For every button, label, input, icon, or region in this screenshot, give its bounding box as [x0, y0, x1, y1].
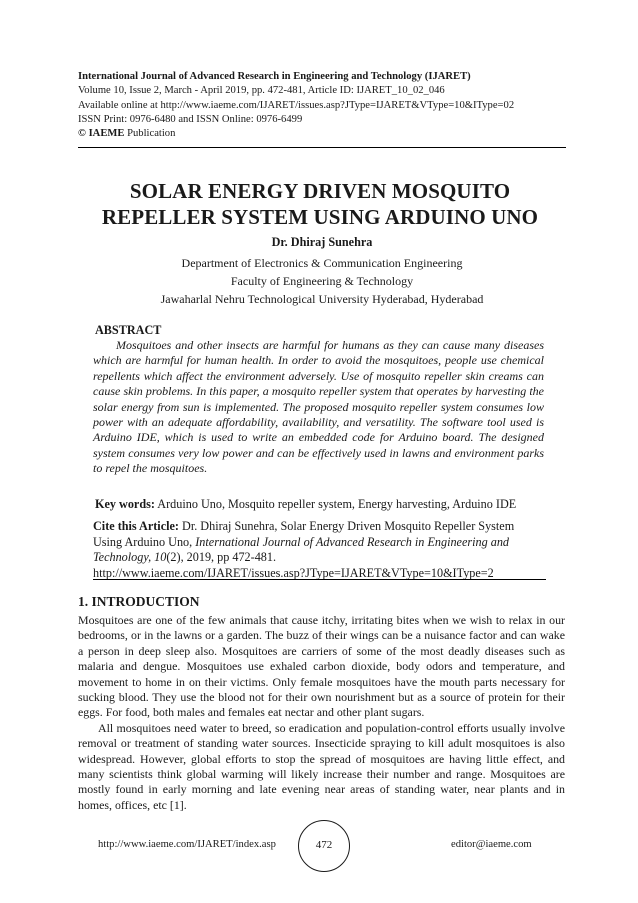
keywords-text: Arduino Uno, Mosquito repeller system, Energy harvesting, Arduino IDE — [154, 497, 517, 511]
citation-text: Dr. Dhiraj Sunehra, Solar Energy Driven Mosquito Repeller System Using Arduino Uno, — [93, 519, 515, 549]
introduction-body — [78, 613, 565, 813]
title-line-1: SOLAR ENERGY DRIVEN MOSQUITO — [129, 179, 511, 203]
available-online-line: Available online at http://www.iaeme.com/IJARET/issues.asp?JType=IJARET&VType=10&IType=02 — [78, 99, 515, 111]
affiliation-university: Jawaharlal Nehru Technological University Hyderabad, Hyderabad — [160, 292, 484, 306]
affiliation-department: Department of Electronics & Communication Engineering — [181, 256, 463, 270]
citation-divider — [93, 579, 546, 580]
title-line-2: REPELLER SYSTEM USING ARDUINO UNO — [101, 205, 539, 229]
introduction-paragraph-2: All mosquitoes need water to breed, so eradication and population-control efforts usually involve removal or treatment of standing water sources. Insecticide spraying to kill adult mosquitoes is also widespread. However, global efforts to stop the spread of mosquitoes are having little effect, and many scientists think global warming will likely increase their number and range. Mosquitoes are mostly found in early morning and late evening near areas of standing water, near plants and in homes, offices, etc [1]. — [78, 720, 565, 812]
publisher-line — [78, 127, 566, 141]
page-number-circle — [298, 820, 350, 872]
citation-journal: International Journal of Advanced Research in Engineering and Technology, 10 — [93, 534, 510, 564]
author-name: Dr. Dhiraj Sunehra — [271, 235, 373, 249]
keywords-label: Key words: — [95, 497, 155, 511]
journal-title: International Journal of Advanced Research in Engineering and Technology (IJARET) — [78, 71, 471, 82]
journal-header — [78, 70, 566, 141]
citation-url[interactable]: http://www.iaeme.com/IJARET/issues.asp?JType=IJARET&VType=10&IType=2 — [93, 565, 494, 580]
citation-block — [93, 519, 544, 581]
citation-label: Cite this Article: — [93, 519, 179, 533]
keywords-line — [95, 497, 555, 512]
issn-line: ISSN Print: 0976-6480 and ISSN Online: 0976-6499 — [78, 113, 303, 125]
introduction-heading: 1. INTRODUCTION — [78, 594, 200, 609]
paper-title — [60, 178, 580, 230]
citation-issue-pages: (2), 2019, pp 472-481. — [166, 550, 277, 564]
volume-line: Volume 10, Issue 2, March - April 2019, pp. 472-481, Article ID: IJARET_10_02_046 — [78, 85, 445, 97]
footer-email[interactable]: editor@iaeme.com — [451, 839, 532, 850]
footer-url[interactable]: http://www.iaeme.com/IJARET/index.asp — [98, 839, 276, 850]
introduction-paragraph-1: Mosquitoes are one of the few animals that cause itchy, irritating bites when we wish to relax in our bedrooms, or in the lawns or a garden. The buzz of their wings can be a nuisance factor and can wake a person in deep sleep also. Mosquitoes are carriers of some of the most deadly diseases such as malaria and dengue. Mosquitoes use exhaled carbon dioxide, body odors and temperature, and movement to home in on their victims. Only female mosquitoes have the mouth parts necessary for sucking blood. They use the blood not for their own nourishment but as a source of protein for their eggs. For food, both males and females eat nectar and other plant sugars. — [78, 613, 565, 720]
publisher-name: © IAEME — [78, 128, 125, 140]
abstract-text: Mosquitoes and other insects are harmful for humans as they can cause many diseases which are harmful for human health. In order to avoid the mosquitoes, people use chemical repellents which affect the environment adversely. Use of mosquito repeller skin creams can cause skin problems. In this paper, a mosquito repeller system that operates by harvesting the solar energy from sun is implemented. The proposed mosquito repeller system consumes low power with an adequate affordability, availability, and versatility. The software tool used is Arduino IDE, which is used to write an embedded code for Arduino board. The designed system consumes very low power and can be effectively used in lawns and environment parks to repel the mosquitoes. — [93, 338, 544, 476]
publisher-suffix: Publication — [124, 128, 176, 140]
abstract-heading: ABSTRACT — [95, 323, 162, 337]
page-footer — [0, 820, 638, 880]
page-number: 472 — [315, 839, 333, 851]
header-divider — [78, 147, 566, 148]
affiliation-faculty: Faculty of Engineering & Technology — [230, 274, 414, 288]
